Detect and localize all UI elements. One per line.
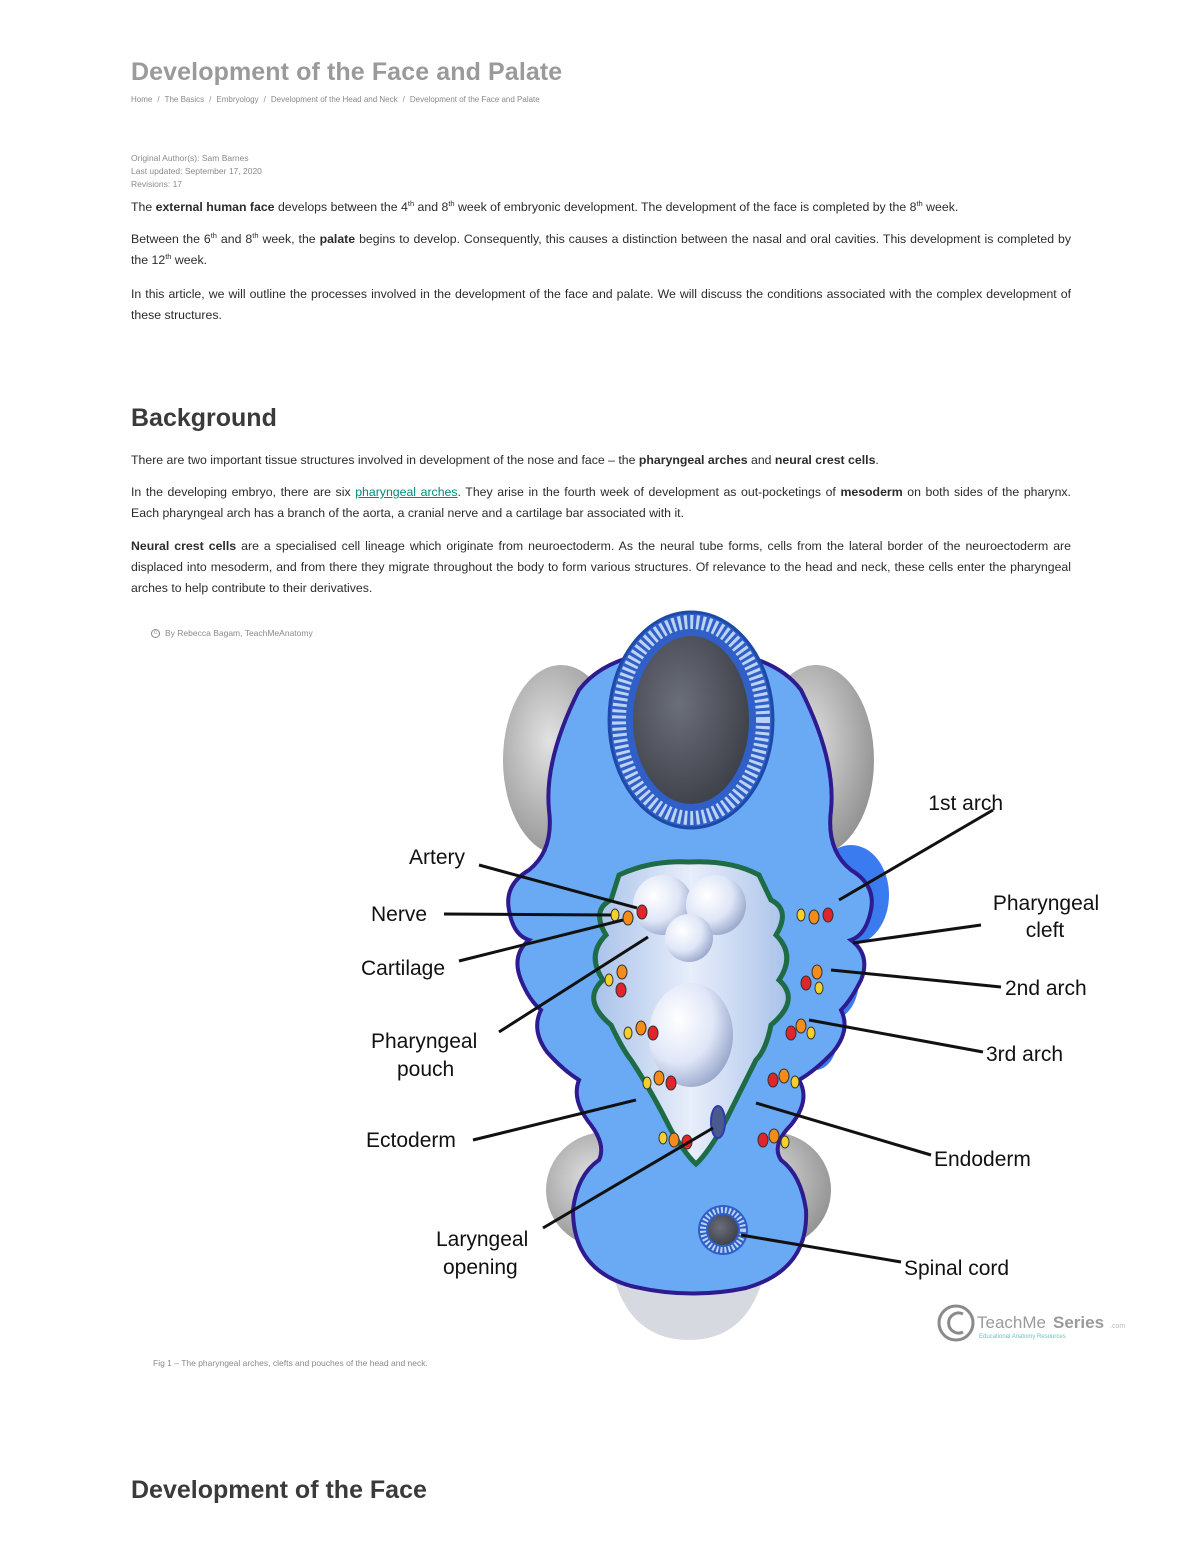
breadcrumb-separator: / [263, 95, 266, 104]
cartilage-dot [779, 1069, 789, 1083]
article-meta [131, 152, 262, 191]
label-nerve: Nerve [371, 903, 428, 926]
copyright-icon: c [151, 629, 160, 638]
breadcrumb-separator: / [157, 95, 160, 104]
pharyngeal-arches-link[interactable]: pharyngeal arches [355, 485, 458, 499]
logo-series: Series [1053, 1313, 1105, 1332]
teachmeseries-logo [939, 1306, 1125, 1340]
artery-dot [637, 905, 647, 919]
nerve-dot [815, 982, 823, 994]
artery-dot [786, 1026, 796, 1040]
logo-teach: TeachMe [977, 1313, 1046, 1332]
artery-dot [758, 1133, 768, 1147]
breadcrumb [131, 95, 540, 104]
neural-tube-lumen [633, 636, 749, 804]
breadcrumb-head-and-neck[interactable]: Development of the Head and Neck [270, 95, 398, 104]
figure-caption: Fig 1 – The pharyngeal arches, clefts and pouches of the head and neck. [153, 1358, 428, 1368]
label-spinal-cord: Spinal cord [904, 1257, 1010, 1280]
pharyngeal-arches-diagram [211, 650, 1126, 1340]
heading-background: Background [131, 404, 277, 432]
author-line: Original Author(s): Sam Barnes [131, 153, 249, 163]
spinal-cord-lumen [708, 1215, 738, 1245]
background-paragraph-2: In the developing embryo, there are six pharyngeal arches. They arise in the fourth week of development as out-pocketings of mesoderm on both sides of the pharynx. Each pharyngeal arch has a branch of the aorta, a cranial nerve and a cartilage bar associated with it. [131, 485, 1071, 520]
cartilage-dot [812, 965, 822, 979]
breadcrumb-current[interactable]: Development of the Face and Palate [409, 95, 540, 104]
revisions-line: Revisions: 17 [131, 179, 183, 189]
nerve-dot [611, 909, 619, 921]
label-arch-2: 2nd arch [1005, 977, 1087, 1000]
background-paragraph-1: There are two important tissue structures involved in development of the nose and face – the pharyngeal arches and neural crest cells. [131, 453, 879, 467]
image-credit-text: By Rebecca Bagam, TeachMeAnatomy [165, 628, 313, 638]
artery-dot [823, 908, 833, 922]
label-arch-3: 3rd arch [986, 1043, 1064, 1066]
breadcrumb-separator: / [402, 95, 405, 104]
cartilage-dot [636, 1021, 646, 1035]
leader-nerve [444, 914, 611, 915]
nerve-dot [781, 1136, 789, 1148]
label-arch-1: 1st arch [928, 792, 1003, 815]
label-cartilage: Cartilage [361, 957, 446, 980]
cartilage-dot [654, 1071, 664, 1085]
artery-dot [801, 976, 811, 990]
label-cleft-2: cleft [1025, 919, 1065, 942]
breadcrumb-separator: / [209, 95, 212, 104]
artery-dot [768, 1073, 778, 1087]
cartilage-dot [809, 910, 819, 924]
nerve-dot [659, 1132, 667, 1144]
nerve-dot [791, 1076, 799, 1088]
pharyngeal-arches-figure [211, 650, 1126, 1340]
logo-tagline: Educational Anatomy Resources [979, 1334, 1066, 1340]
label-laryngeal-1: Laryngeal [436, 1228, 529, 1251]
cartilage-dot [623, 911, 633, 925]
intro-paragraph-3: In this article, we will outline the processes involved in the development of the face and palate. We will discuss the conditions associated with the complex development of these structures. [131, 287, 1071, 322]
breadcrumb-embryology[interactable]: Embryology [216, 95, 259, 104]
nerve-dot [807, 1027, 815, 1039]
label-laryngeal-2: opening [443, 1256, 518, 1279]
label-endoderm: Endoderm [934, 1148, 1031, 1171]
stomodeum-ball-center [665, 914, 713, 962]
page-title: Development of the Face and Palate [131, 58, 563, 86]
intro-paragraph-1: The external human face develops between the 4th and 8th week of embryonic development. The development of the face is completed by the 8th week. [131, 199, 959, 214]
artery-dot [648, 1026, 658, 1040]
label-pouch-2: pouch [397, 1058, 455, 1081]
artery-dot [666, 1076, 676, 1090]
cartilage-dot [669, 1133, 679, 1147]
cartilage-dot [796, 1019, 806, 1033]
breadcrumb-the-basics[interactable]: The Basics [164, 95, 205, 104]
intro-paragraph-2: Between the 6th and 8th week, the palate begins to develop. Consequently, this causes a distinction between the nasal and oral cavities. This development is completed by the 12th week. [131, 231, 1071, 267]
logo-c-glyph [949, 1313, 963, 1333]
label-ectoderm: Ectoderm [366, 1129, 456, 1152]
updated-line: Last updated: September 17, 2020 [131, 166, 262, 176]
logo-c-icon [939, 1306, 973, 1340]
label-cleft-1: Pharyngeal [992, 892, 1100, 915]
breadcrumb-home[interactable]: Home [131, 95, 153, 104]
label-artery: Artery [409, 846, 466, 869]
image-credit [151, 628, 313, 638]
nerve-dot [624, 1027, 632, 1039]
label-pouch-1: Pharyngeal [371, 1030, 478, 1053]
cartilage-dot [769, 1129, 779, 1143]
nerve-dot [605, 974, 613, 986]
nerve-dot [643, 1077, 651, 1089]
logo-suffix: .com [1110, 1323, 1126, 1330]
cartilage-dot [617, 965, 627, 979]
nerve-dot [797, 909, 805, 921]
background-paragraph-3: Neural crest cells are a specialised cell lineage which originate from neuroectoderm. As the neural tube forms, cells from the lateral border of the neuroectoderm are displaced into mesoderm, and from there they migrate throughout the body to form various structures. Of relevance to the head and neck, these cells enter the pharyngeal arches to help contribute to their derivatives. [131, 539, 1071, 595]
heading-development-of-face: Development of the Face [131, 1476, 427, 1504]
artery-dot [616, 983, 626, 997]
laryngeal-opening [711, 1106, 725, 1138]
